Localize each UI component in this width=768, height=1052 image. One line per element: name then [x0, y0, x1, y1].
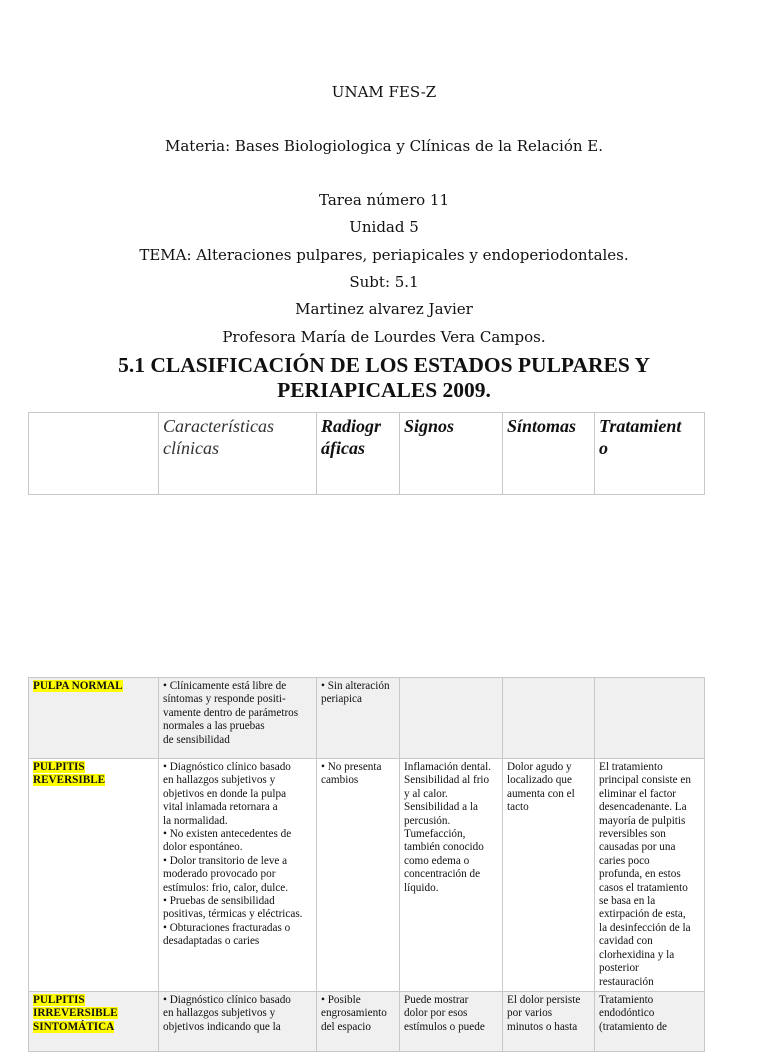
text-line: casos el tratamiento: [599, 881, 688, 894]
text-line: normales a las pruebas: [163, 720, 265, 733]
clinical-cell: [159, 991, 317, 1051]
text-line: concentración de: [404, 868, 481, 881]
text-line: Tratamiento: [599, 993, 654, 1006]
text-line: del espacio: [321, 1020, 372, 1033]
header-treatment-line-1: Tratamient: [599, 416, 682, 436]
text-line: Puede mostrar: [404, 993, 469, 1006]
teacher-line: Profesora María de Lourdes Vera Campos.: [222, 328, 546, 346]
school-line: UNAM FES-Z: [331, 83, 437, 101]
text-line: • Pruebas de sensibilidad: [163, 895, 275, 908]
text-line: vamente dentro de parámetros: [163, 706, 299, 719]
text-line: la normalidad.: [163, 814, 228, 827]
radiographic-cell: [317, 678, 400, 759]
text-line: se basa en la: [599, 895, 656, 908]
text-line: Dolor agudo y: [507, 761, 572, 773]
header-cell-clinical: [159, 413, 317, 495]
signs-cell: [400, 991, 503, 1051]
text-line: causadas por una: [599, 841, 676, 854]
text-line: Sensibilidad a la: [404, 801, 478, 814]
text-line: posterior: [599, 962, 639, 975]
row-label-line-2: IRREVERSIBLE: [33, 1007, 118, 1020]
symptoms-cell: [503, 678, 595, 759]
text-line: en hallazgos subjetivos y: [163, 1007, 276, 1020]
text-line: principal consiste en: [599, 774, 691, 787]
table-row-pulpitis-irreversible: [29, 991, 705, 1051]
text-line: • Posible: [321, 993, 361, 1006]
text-line: en hallazgos subjetivos y: [163, 774, 276, 787]
header-row: [29, 413, 705, 495]
header-treatment-line-2: o: [599, 438, 608, 458]
text-line: • Diagnóstico clínico basado: [163, 761, 291, 773]
row-label-cell: [29, 678, 159, 759]
header-cell-signs: Signos: [400, 413, 503, 495]
text-line: engrosamiento: [321, 1007, 387, 1020]
text-line: eliminar el factor: [599, 787, 677, 800]
text-line: restauración: [599, 975, 654, 988]
header-clinical-line-2: clínicas: [163, 438, 219, 458]
text-line: objetivos en donde la pulpa: [163, 787, 287, 800]
header-cell-treatment: [595, 413, 705, 495]
text-line: Inflamación dental.: [404, 761, 491, 773]
text-line: aumenta con el: [507, 787, 575, 800]
text-line: Tumefacción,: [404, 828, 466, 841]
header-radiographic-line-1: Radiogr: [321, 416, 382, 436]
clinical-cell: [159, 759, 317, 992]
subject-line: Materia: Bases Biologiologica y Clínicas de la Relación E.: [164, 137, 604, 155]
header-cell-empty: [29, 413, 159, 495]
text-line: y al calor.: [404, 787, 448, 800]
treatment-cell: [595, 759, 705, 992]
text-line: endodóntico: [599, 1007, 655, 1020]
task-line: Tarea número 11: [318, 191, 450, 209]
header-radiographic-line-2: áficas: [321, 438, 365, 458]
text-line: desadaptadas o caries: [163, 935, 260, 948]
text-line: El tratamiento: [599, 761, 663, 773]
text-line: profunda, en estos: [599, 868, 681, 881]
text-line: como edema o: [404, 854, 470, 867]
clinical-cell: [159, 678, 317, 759]
student-line: Martinez alvarez Javier: [295, 300, 473, 318]
row-label-line-3: SINTOMÁTICA: [33, 1020, 115, 1033]
subtopic-line: Subt: 5.1: [349, 273, 419, 291]
row-label-line-1: PULPITIS: [33, 993, 85, 1006]
text-line: • Obturaciones fracturadas o: [163, 921, 291, 934]
text-line: minutos o hasta: [507, 1020, 578, 1033]
text-line: tacto: [507, 801, 529, 814]
row-label-cell: [29, 991, 159, 1051]
text-line: de sensibilidad: [163, 733, 230, 746]
signs-cell: [400, 678, 503, 759]
treatment-cell: [595, 678, 705, 759]
text-line: líquido.: [404, 881, 439, 894]
text-line: • Clínicamente está libre de: [163, 680, 287, 692]
text-line: síntomas y responde positi-: [163, 693, 286, 706]
title-line-1: 5.1 CLASIFICACIÓN DE LOS ESTADOS PULPARES Y: [118, 353, 650, 377]
text-line: percusión.: [404, 814, 451, 827]
treatment-cell: [595, 991, 705, 1051]
table-row-pulpitis-reversible: [29, 759, 705, 992]
text-line: reversibles son: [599, 828, 666, 841]
row-label-cell: [29, 759, 159, 992]
text-line: moderado provocado por: [163, 868, 276, 881]
radiographic-cell: [317, 991, 400, 1051]
text-line: Sensibilidad al frio: [404, 774, 490, 787]
text-line: extirpación de esta,: [599, 908, 686, 921]
header-table: [28, 412, 705, 495]
row-label-line-1: PULPITIS: [33, 761, 85, 773]
text-line: vital inlamada retornara a: [163, 801, 278, 814]
page-title: [60, 353, 708, 403]
text-line: objetivos indicando que la: [163, 1020, 281, 1033]
text-line: cavidad con: [599, 935, 653, 948]
symptoms-cell: [503, 991, 595, 1051]
text-line: • No existen antecedentes de: [163, 828, 292, 841]
text-line: cambios: [321, 774, 359, 787]
topic-line: TEMA: Alteraciones pulpares, periapicales y endoperiodontales.: [139, 246, 629, 264]
row-label: PULPA NORMAL: [33, 680, 123, 692]
text-line: clorhexidina y la: [599, 948, 675, 961]
text-line: dolor espontáneo.: [163, 841, 243, 854]
text-line: periapica: [321, 693, 362, 706]
text-line: El dolor persiste: [507, 993, 581, 1006]
title-line-2: PERIAPICALES 2009.: [277, 378, 491, 402]
radiographic-cell: [317, 759, 400, 992]
row-label-line-2: REVERSIBLE: [33, 774, 106, 787]
table-row-pulpa-normal: [29, 678, 705, 759]
text-line: desencadenante. La: [599, 801, 687, 814]
text-line: positivas, térmicas y eléctricas.: [163, 908, 303, 921]
text-line: • Diagnóstico clínico basado: [163, 993, 291, 1006]
text-line: • Dolor transitorio de leve a: [163, 854, 288, 867]
text-line: también conocido: [404, 841, 484, 854]
text-line: estímulos o puede: [404, 1020, 485, 1033]
text-line: caries poco: [599, 854, 650, 867]
text-line: • No presenta: [321, 761, 382, 773]
text-line: • Sin alteración: [321, 680, 390, 692]
classification-table: [28, 677, 705, 1052]
text-line: dolor por esos: [404, 1007, 468, 1020]
header-cell-symptoms: Síntomas: [503, 413, 595, 495]
text-line: (tratamiento de: [599, 1020, 668, 1033]
signs-cell: [400, 759, 503, 992]
text-line: mayoría de pulpitis: [599, 814, 686, 827]
header-clinical-line-1: Características: [163, 416, 274, 436]
text-line: por varios: [507, 1007, 553, 1020]
text-line: localizado que: [507, 774, 572, 787]
text-line: estímulos: frio, calor, dulce.: [163, 881, 289, 894]
unit-line: Unidad 5: [349, 218, 419, 236]
header-cell-radiographic: [317, 413, 400, 495]
symptoms-cell: [503, 759, 595, 992]
text-line: la desinfección de la: [599, 921, 691, 934]
